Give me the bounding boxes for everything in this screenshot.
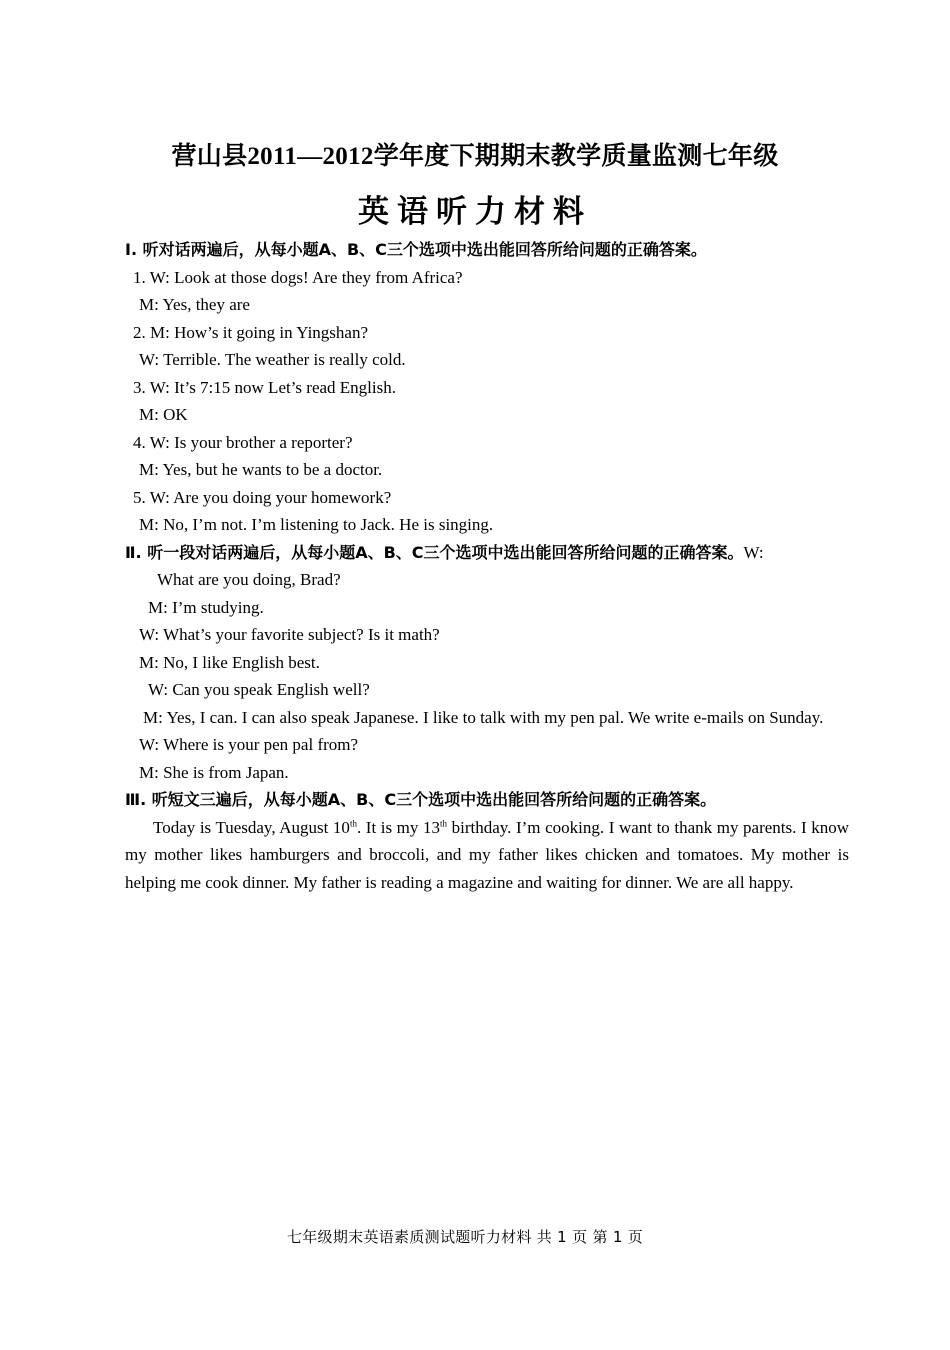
dialogue-line: W: What’s your favorite subject? Is it math? [139, 625, 440, 644]
dialogue-line: M: I’m studying. [148, 597, 264, 617]
dialogue-line: M: Yes, but he wants to be a doctor. [139, 460, 383, 479]
document-subtitle: 英语听力材料 [358, 194, 592, 229]
dialogue-line: M: No, I’m not. I’m listening to Jack. He is singing. [139, 515, 494, 534]
document-title: 营山县2011—2012学年度下期期末教学质量监测七年级 [171, 143, 779, 170]
section-2-heading-line [125, 539, 849, 567]
dialogue-line: M: She is from Japan. [139, 762, 289, 782]
passage-paragraph [125, 814, 849, 897]
document-body [125, 236, 849, 896]
dialogue-line: 3. W: It’s 7:15 now Let’s read English. [133, 377, 396, 397]
passage-text: Today is Tuesday, August 10 [153, 817, 350, 837]
ordinal-suffix: th [349, 817, 357, 828]
page-footer: 七年级期末英语素质测试题听力材料 共 1 页 第 1 页 [286, 1228, 644, 1246]
section-1-heading: Ⅰ. 听对话两遍后，从每小题A、B、C三个选项中选出能回答所给问题的正确答案。 [125, 240, 707, 259]
dialogue-line: W: Where is your pen pal from? [139, 735, 359, 754]
dialogue-line: 1. W: Look at those dogs! Are they from Africa? [133, 267, 463, 287]
dialogue-line: M: Yes, they are [139, 295, 250, 314]
section-2-heading-tail: W: [743, 542, 764, 562]
dialogue-line: 4. W: Is your brother a reporter? [133, 432, 353, 452]
dialogue-line: M: No, I like English best. [139, 652, 320, 672]
section-3-heading: Ⅲ. 听短文三遍后，从每小题A、B、C三个选项中选出能回答所给问题的正确答案。 [125, 790, 717, 809]
passage-text: . It is my 13 [356, 817, 440, 837]
passage-text: birthday. I’m cooking. I want to thank my parents. I know my mother likes hamburgers and broccoli, and my father likes chicken and tomatoes. My mother is helping me cook dinner. My father is reading a magazine and waiting for dinner. We are all happy. [125, 817, 850, 892]
dialogue-line: M: OK [139, 405, 188, 424]
dialogue-line: 2. M: How’s it going in Yingshan? [133, 322, 369, 342]
ordinal-suffix: th [440, 817, 448, 828]
dialogue-line: W: Can you speak English well? [148, 680, 370, 699]
dialogue-line: 5. W: Are you doing your homework? [133, 487, 392, 507]
dialogue-line: W: Terrible. The weather is really cold. [139, 350, 406, 369]
dialogue-line: M: Yes, I can. I can also speak Japanese. I like to talk with my pen pal. We write e-mails on Sunday. [143, 707, 824, 727]
section-2-heading: Ⅱ. 听一段对话两遍后，从每小题A、B、C三个选项中选出能回答所给问题的正确答案。 [125, 542, 744, 562]
dialogue-line: What are you doing, Brad? [157, 570, 341, 589]
